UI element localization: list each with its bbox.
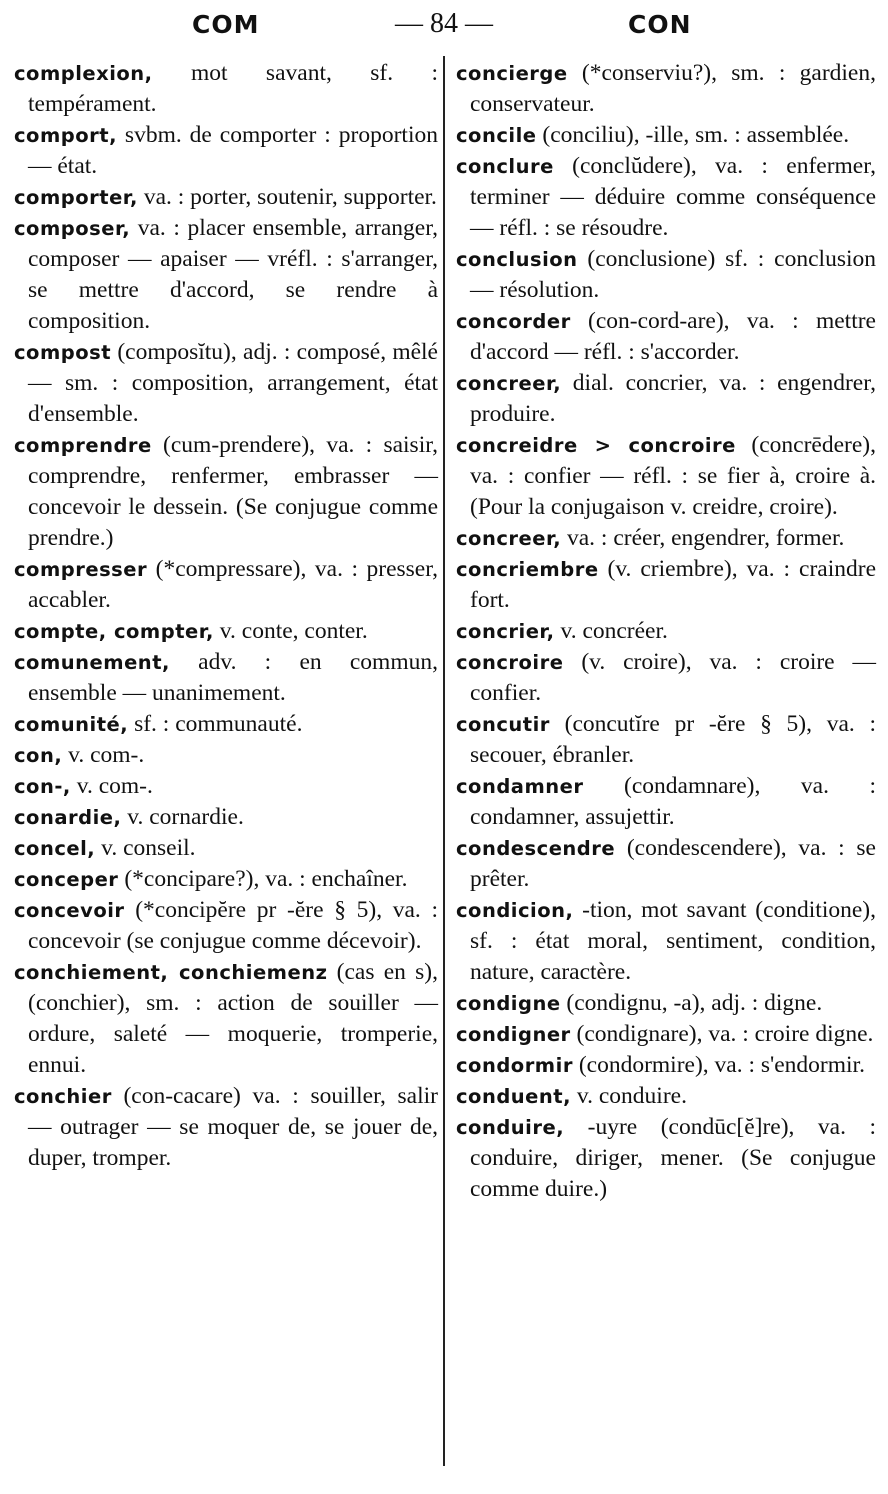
dictionary-entry	[456, 306, 876, 368]
dictionary-entry	[14, 182, 438, 213]
entry-headword: condamner	[456, 775, 584, 798]
page-number: — 84 —	[395, 8, 493, 39]
entry-headword: concel,	[14, 837, 96, 860]
entry-headword: condigner	[456, 1023, 571, 1046]
entry-definition: svbm. de comporter : proportion — état.	[28, 122, 438, 179]
entry-headword: conduire,	[456, 1116, 565, 1139]
dictionary-entry	[14, 647, 438, 709]
dictionary-entry	[456, 616, 876, 647]
entry-headword: conclusion	[456, 248, 578, 271]
dictionary-entry	[456, 368, 876, 430]
entry-headword: condescendre	[456, 837, 616, 860]
entry-definition: va. : placer ensemble, arranger, composer — apaiser — vréfl. : s'arranger, se mettre d'accord, se rendre à composition.	[28, 215, 438, 334]
dictionary-entry	[456, 58, 876, 120]
entry-headword: conardie,	[14, 806, 122, 829]
entry-headword: conchier	[14, 1085, 112, 1108]
left-column	[14, 58, 438, 1174]
entry-definition: (*conserviu?), sm. : gardien, conservateur.	[470, 60, 876, 117]
dictionary-entry	[14, 833, 438, 864]
entry-definition: v. conseil.	[95, 835, 196, 861]
entry-headword: concreidre > concroire	[456, 434, 736, 457]
right-column	[456, 58, 876, 1205]
dictionary-entry	[14, 120, 438, 182]
entry-headword: compost	[14, 341, 112, 364]
entry-definition: v. conduire.	[571, 1083, 687, 1109]
entry-definition: adv. : en commun, ensemble — unanimement.	[28, 649, 438, 706]
dictionary-entry	[14, 957, 438, 1081]
entry-definition: (cas en s), (conchier), sm. : action de souiller — ordure, saleté — moquerie, tromperie, ennui.	[28, 959, 438, 1078]
entry-headword: comporter,	[14, 186, 138, 209]
entry-definition: (conciliu), -ille, sm. : assemblée.	[536, 122, 850, 148]
entry-definition: sf. : communauté.	[128, 711, 303, 737]
running-head-left: COM	[192, 10, 260, 39]
entry-headword: con-,	[14, 775, 71, 798]
entry-definition: -tion, mot savant (conditione), sf. : état moral, sentiment, condition, nature, caractère.	[470, 897, 876, 985]
column-divider	[443, 56, 445, 1466]
entry-definition: (*concipĕre pr -ĕre § 5), va. : concevoir (se conjugue comme décevoir).	[28, 897, 438, 954]
entry-headword: concierge	[456, 62, 568, 85]
entry-headword: compte, compter,	[14, 620, 214, 643]
dictionary-entry	[14, 802, 438, 833]
entry-headword: concrier,	[456, 620, 555, 643]
entry-headword: concreer,	[456, 372, 562, 395]
entry-headword: condicion,	[456, 899, 574, 922]
dictionary-entry	[14, 1081, 438, 1174]
dictionary-entry	[14, 616, 438, 647]
entry-headword: condigne	[456, 992, 561, 1015]
dictionary-entry	[456, 244, 876, 306]
entry-definition: v. com-.	[70, 773, 153, 799]
dictionary-entry	[456, 120, 876, 151]
dictionary-entry	[456, 833, 876, 895]
entry-definition: v. concréer.	[554, 618, 668, 644]
dictionary-entry	[14, 58, 438, 120]
dictionary-entry	[14, 337, 438, 430]
entry-headword: comunité,	[14, 713, 129, 736]
entry-headword: condormir	[456, 1054, 573, 1077]
entry-headword: conceper	[14, 868, 119, 891]
entry-definition: (composĭtu), adj. : composé, mêlé — sm. : composition, arrangement, état d'ensemble.	[28, 339, 438, 427]
entry-headword: comunement,	[14, 651, 170, 674]
entry-headword: concile	[456, 124, 537, 147]
dictionary-entry	[14, 771, 438, 802]
dictionary-entry	[456, 1081, 876, 1112]
entry-definition: v. com-.	[62, 742, 145, 768]
entry-definition: v. conte, conter.	[213, 618, 368, 644]
entry-headword: composer,	[14, 217, 131, 240]
dictionary-entry	[456, 647, 876, 709]
entry-headword: conduent,	[456, 1085, 572, 1108]
entry-definition: (*concipare?), va. : enchaîner.	[118, 866, 408, 892]
entry-headword: concroire	[456, 651, 564, 674]
entry-definition: (condormire), va. : s'endormir.	[572, 1052, 865, 1078]
dictionary-entry	[456, 771, 876, 833]
entry-definition: (condignare), va. : croire digne.	[570, 1021, 874, 1047]
dictionary-entry	[14, 709, 438, 740]
entry-headword: con,	[14, 744, 63, 767]
dictionary-entry	[14, 740, 438, 771]
dictionary-entry	[14, 213, 438, 337]
entry-headword: concevoir	[14, 899, 125, 922]
dictionary-entry	[456, 554, 876, 616]
entry-definition: (v. criembre), va. : craindre fort.	[470, 556, 876, 613]
entry-definition: va. : créer, engendrer, former.	[561, 525, 845, 551]
entry-definition: (conclusione) sf. : conclusion — résolution.	[470, 246, 876, 303]
dictionary-entry	[14, 554, 438, 616]
entry-headword: concriembre	[456, 558, 599, 581]
entry-headword: concreer,	[456, 527, 562, 550]
entry-definition: -uyre (condūc[ĕ]re), va. : conduire, diriger, mener. (Se conjugue comme duire.)	[470, 1114, 876, 1202]
entry-headword: comport,	[14, 124, 117, 147]
entry-headword: concutir	[456, 713, 550, 736]
entry-definition: mot savant, sf. : tempérament.	[28, 60, 438, 117]
entry-definition: (concutĭre pr -ĕre § 5), va. : secouer, ébranler.	[470, 711, 876, 768]
dictionary-entry	[456, 895, 876, 988]
page-header	[0, 6, 888, 46]
entry-definition: v. cornardie.	[121, 804, 244, 830]
dictionary-entry	[456, 151, 876, 244]
entry-headword: comprendre	[14, 434, 152, 457]
entry-definition: (condescendere), va. : se prêter.	[470, 835, 876, 892]
entry-definition: (con-cacare) va. : souiller, salir — outrager — se moquer de, se jouer de, duper, tromper.	[28, 1083, 438, 1171]
dictionary-entry	[456, 988, 876, 1019]
running-head-right: CON	[628, 10, 692, 39]
entry-definition: (v. croire), va. : croire — confier.	[470, 649, 876, 706]
entry-headword: complexion,	[14, 62, 153, 85]
dictionary-entry	[456, 1019, 876, 1050]
dictionary-entry	[456, 1112, 876, 1205]
entry-headword: conchiement, conchiemenz	[14, 961, 328, 984]
entry-headword: concorder	[456, 310, 571, 333]
dictionary-entry	[456, 709, 876, 771]
dictionary-entry	[456, 430, 876, 523]
entry-definition: (concrēdere), va. : confier — réfl. : se fier à, croire à. (Pour la conjugaison v. creidre, croire).	[470, 432, 876, 520]
dictionary-entry	[14, 895, 438, 957]
dictionary-entry	[456, 523, 876, 554]
entry-headword: conclure	[456, 155, 554, 178]
entry-definition: (conclŭdere), va. : enfermer, terminer — déduire comme conséquence — réfl. : se résoudre.	[470, 153, 876, 241]
entry-definition: va. : porter, soutenir, supporter.	[137, 184, 437, 210]
dictionary-entry	[14, 430, 438, 554]
entry-definition: (cum-prendere), va. : saisir, comprendre, renfermer, embrasser — concevoir le dessein. (Se conjugue comme prendre.)	[28, 432, 438, 551]
entry-definition: dial. concrier, va. : engendrer, produire.	[470, 370, 876, 427]
entry-definition: (*compressare), va. : presser, accabler.	[28, 556, 438, 613]
entry-definition: (condamnare), va. : condamner, assujettir.	[470, 773, 876, 830]
entry-definition: (con-cord-are), va. : mettre d'accord — réfl. : s'accorder.	[470, 308, 876, 365]
entry-definition: (condignu, -a), adj. : digne.	[560, 990, 823, 1016]
entry-headword: compresser	[14, 558, 148, 581]
dictionary-entry	[14, 864, 438, 895]
dictionary-entry	[456, 1050, 876, 1081]
